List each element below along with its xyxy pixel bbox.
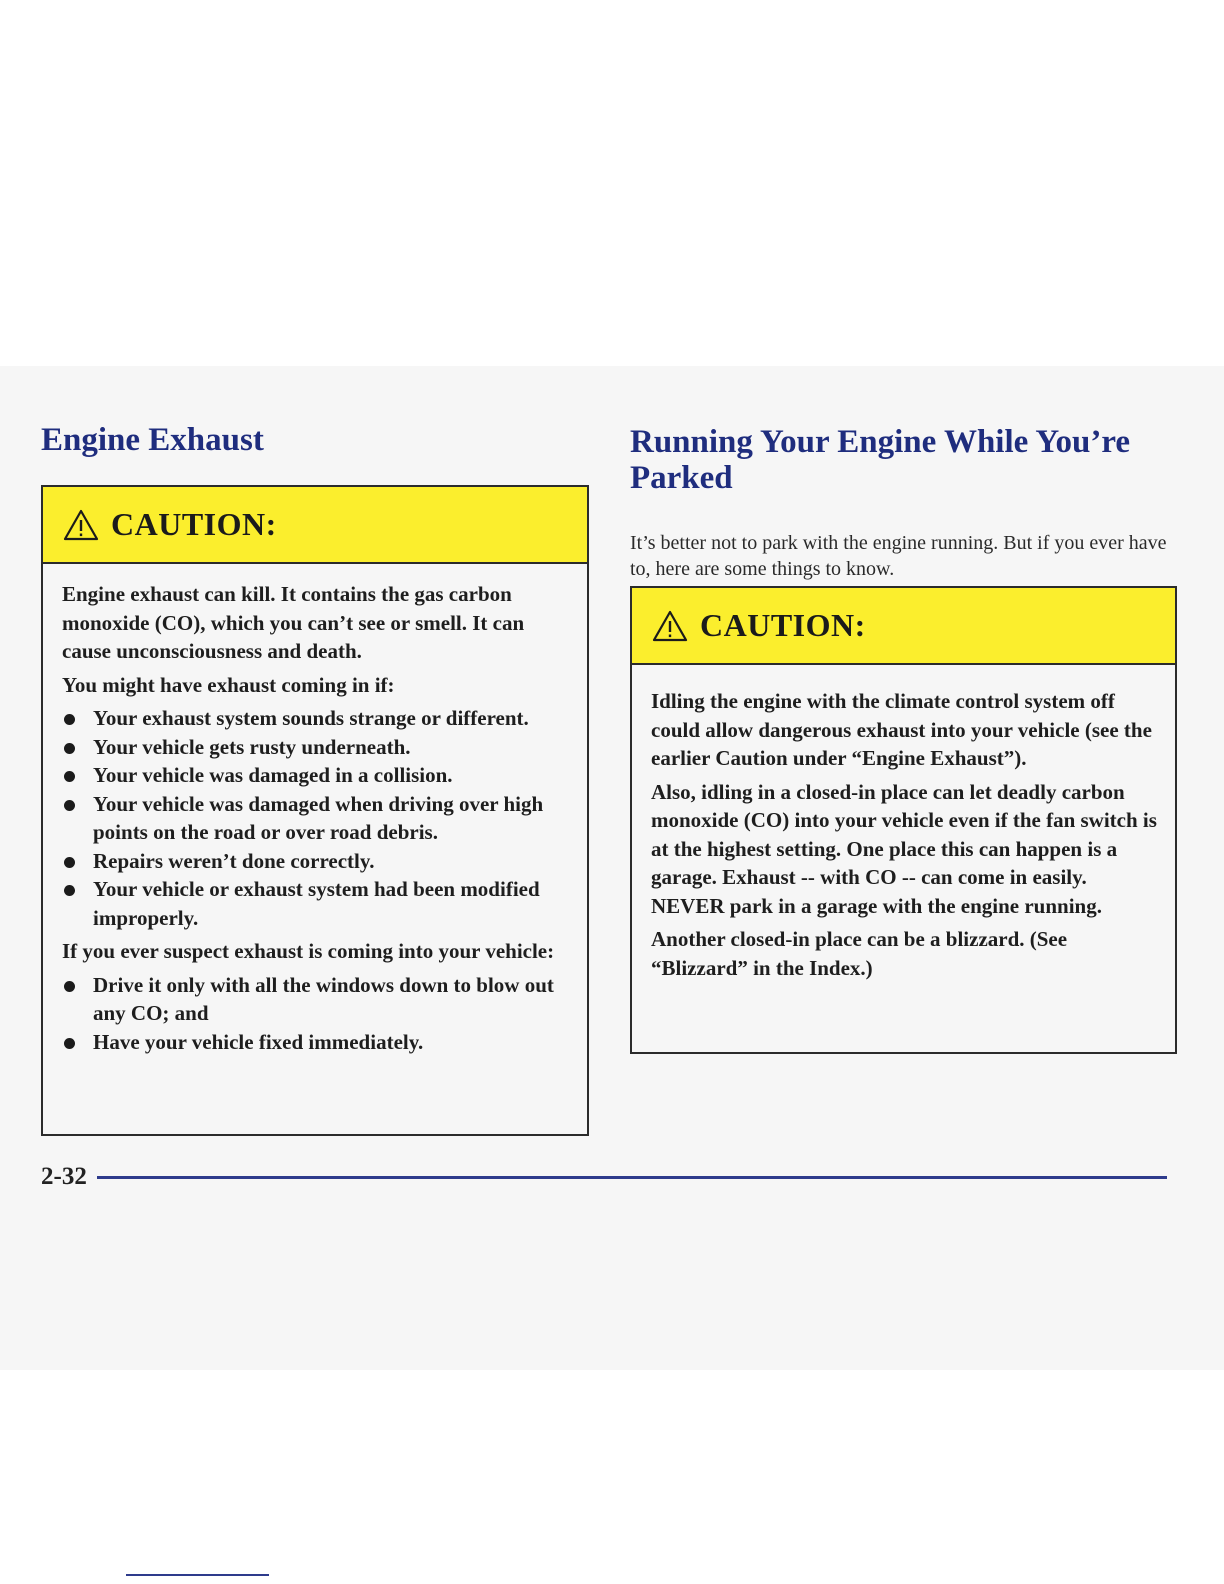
list-item: Repairs weren’t done correctly.	[62, 847, 569, 876]
caution-paragraph: If you ever suspect exhaust is coming into your vehicle:	[62, 939, 555, 963]
list-item: Your vehicle was damaged when driving over high points on the road or over road debris.	[62, 790, 569, 847]
list-item: Drive it only with all the windows down to blow out any CO; and	[62, 971, 569, 1028]
caution-body	[632, 665, 1175, 982]
caution-box-engine-exhaust	[41, 485, 589, 1136]
caution-header	[632, 588, 1175, 665]
caution-title: CAUTION:	[700, 607, 866, 643]
list-item: Your exhaust system sounds strange or different.	[62, 704, 569, 733]
footer-rule	[97, 1176, 1167, 1179]
list-item: Your vehicle gets rusty underneath.	[62, 733, 569, 762]
caution-paragraph: Also, idling in a closed-in place can let deadly carbon monoxide (CO) into your vehicle even if the fan switch is at the highest setting. One place this can happen is a garage. Exhaust -- with CO -- can come in easily. NEVER park in a garage with the engine running.	[651, 779, 1157, 918]
section-heading-running-engine-parked: Running Your Engine While You’re Parked	[630, 424, 1131, 496]
list-item: Have your vehicle fixed immediately.	[62, 1028, 569, 1057]
list-item: Your vehicle or exhaust system had been modified improperly.	[62, 875, 569, 932]
caution-body	[43, 564, 587, 1056]
caution-title: CAUTION:	[111, 506, 277, 542]
warning-triangle-icon	[63, 509, 99, 541]
caution-paragraph: Engine exhaust can kill. It contains the gas carbon monoxide (CO), which you can’t see or smell. It can cause unconsciousness and death.	[62, 582, 525, 663]
caution-paragraph: Another closed-in place can be a blizzard. (See “Blizzard” in the Index.)	[651, 927, 1068, 980]
caution-box-parked	[630, 586, 1177, 1054]
intro-paragraph: It’s better not to park with the engine running. But if you ever have to, here are some things to know.	[630, 532, 1167, 580]
exhaust-action-list	[62, 971, 569, 1057]
list-item: Your vehicle was damaged in a collision.	[62, 761, 569, 790]
caution-paragraph: You might have exhaust coming in if:	[62, 672, 395, 697]
warning-triangle-icon	[652, 610, 688, 642]
page-footer	[41, 1163, 1167, 1191]
caution-header	[43, 487, 587, 564]
bottom-link-underline[interactable]	[126, 1574, 269, 1576]
section-heading-engine-exhaust: Engine Exhaust	[41, 422, 264, 458]
exhaust-symptom-list	[62, 704, 569, 932]
page-number: 2-32	[41, 1163, 87, 1190]
caution-paragraph: Idling the engine with the climate control system off could allow dangerous exhaust into your vehicle (see the earlier Caution under “Engine Exhaust”).	[651, 689, 1152, 770]
